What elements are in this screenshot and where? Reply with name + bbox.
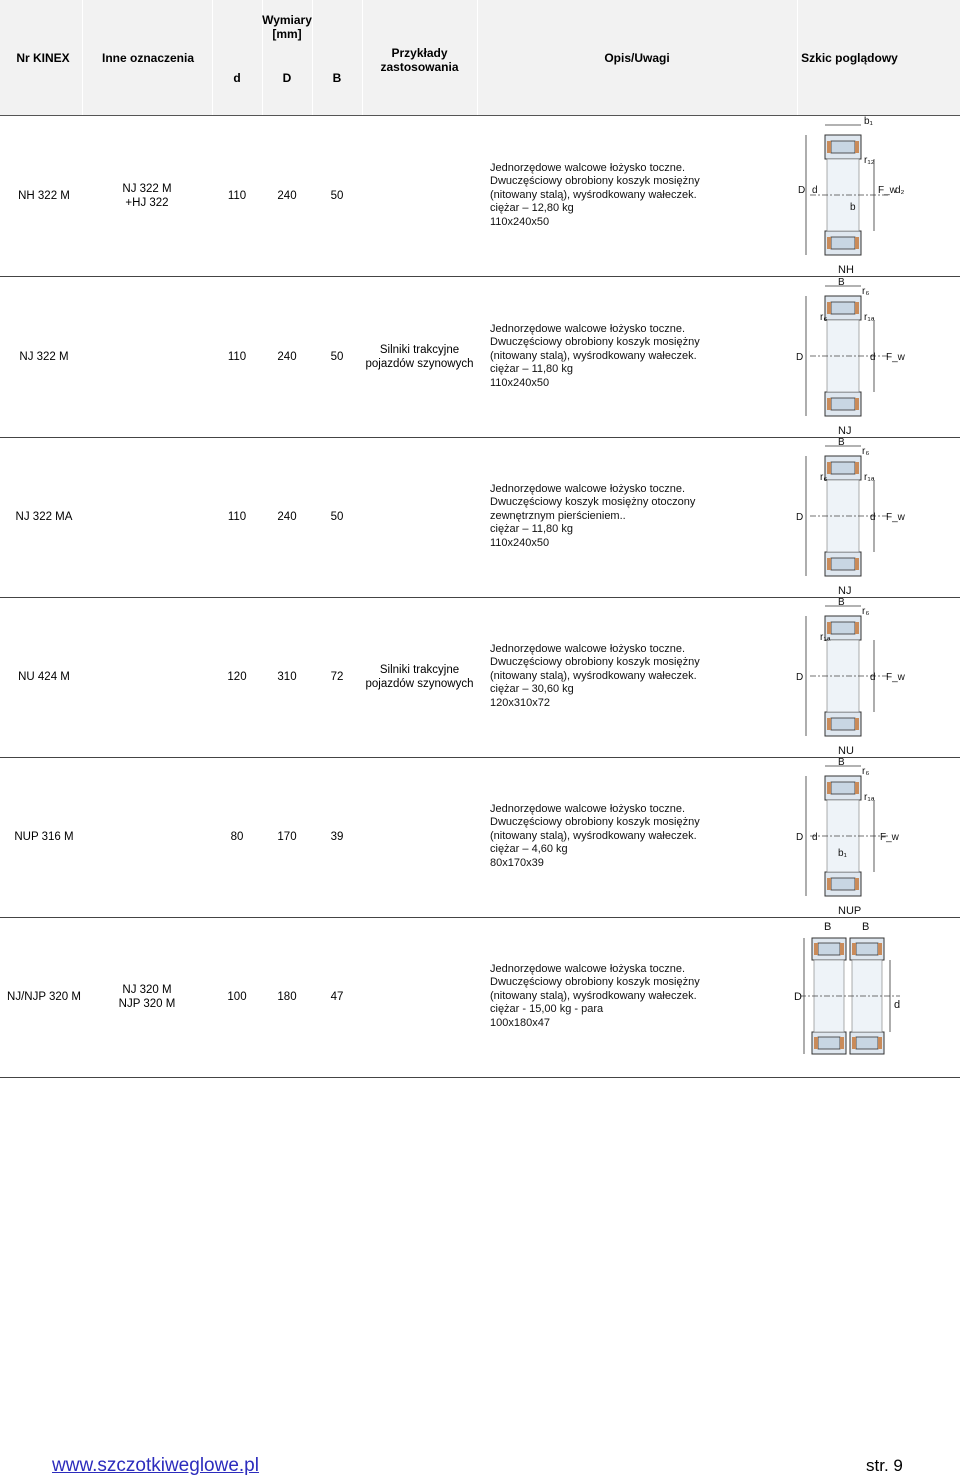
roller-top <box>831 622 855 634</box>
cell-opis-line: Dwuczęściowy obrobiony koszyk mosiężny <box>490 175 700 188</box>
sketch-type-label: NUP <box>838 905 862 917</box>
cell-zastosowanie-line: Silniki trakcyjne <box>379 343 460 356</box>
cell-inne-oznaczenia <box>90 596 204 757</box>
cell-dim-d: 110 <box>227 189 247 202</box>
cell-opis-line: Dwuczęściowy koszyk mosiężny otoczony <box>490 496 696 509</box>
cell-szkic <box>790 756 920 917</box>
sketch-dim-label: r₆ <box>820 472 828 483</box>
sketch-dim-label: B <box>838 757 845 768</box>
sketch-dim-label: r₁ₐ <box>820 632 831 643</box>
bearing-drawing <box>790 596 920 757</box>
cell-zastosowanie <box>362 115 477 276</box>
cell-opis-line: (nitowany stalą), wyśrodkowany wałeczek. <box>490 989 697 1002</box>
roller-top <box>831 462 855 474</box>
cell-opis-line: Jednorzędowe walcowe łożysko toczne. <box>490 642 686 655</box>
roller-bottom <box>831 878 855 890</box>
sketch-dim-label: F_w <box>878 185 897 196</box>
cell-dim-D: 240 <box>277 510 297 523</box>
cell-inne-line: NJP 320 M <box>118 997 176 1010</box>
cage-bottom-right <box>855 398 859 410</box>
page-number: str. 9 <box>866 1456 903 1475</box>
cell-opis <box>490 436 790 597</box>
cell-nr-kinex: NUP 316 M <box>14 830 74 843</box>
cell-opis-line: ciężar – 11,80 kg <box>490 363 573 376</box>
roller-bottom <box>856 1037 878 1049</box>
cell-dim-B: 50 <box>330 189 344 202</box>
cage-top-right <box>855 462 859 474</box>
cell-dim-B: 72 <box>330 670 344 683</box>
sketch-dim-label: b <box>850 202 856 213</box>
header-szkic: Szkic poglądowy <box>801 50 898 65</box>
header-inne-oznaczenia: Inne oznaczenia <box>101 50 195 65</box>
sketch-dim-label: d <box>894 999 901 1011</box>
header-dim-D: D <box>282 71 292 85</box>
cell-opis-line: (nitowany stalą), wyśrodkowany wałeczek. <box>490 349 697 362</box>
sketch-type-label: NJ <box>838 425 852 437</box>
cell-dim-B: 39 <box>330 830 344 843</box>
header-nr-kinex: Nr KINEX <box>16 50 70 65</box>
cell-dim-D: 240 <box>277 350 297 363</box>
header-opis: Opis/Uwagi <box>604 50 670 65</box>
cell-nr-kinex: NJ 322 MA <box>15 510 73 523</box>
sketch-dim-label: r₁₂ <box>864 155 875 166</box>
cell-inne-oznaczenia <box>90 916 204 1077</box>
cell-dim-D: 240 <box>277 189 297 202</box>
cell-opis-line: 80x170x39 <box>490 856 544 869</box>
sketch-dim-label: r₁ₐ <box>864 472 875 483</box>
cage-bottom-right <box>855 878 859 890</box>
sketch-dim-label: D <box>796 672 804 683</box>
cage-top-right <box>855 782 859 794</box>
cage-bottom-left <box>827 718 831 730</box>
cage-bottom-right <box>855 558 859 570</box>
cell-dim-d: 110 <box>227 510 247 523</box>
cell-opis-line: ciężar – 4,60 kg <box>490 843 568 856</box>
sketch-dim-label: d <box>870 512 876 523</box>
cell-dim-d: 80 <box>230 830 244 843</box>
cage-top-right <box>855 622 859 634</box>
bearing-drawing <box>790 115 920 276</box>
sketch-type-label: NU <box>838 745 854 757</box>
cell-opis-line: Dwuczęściowy obrobiony koszyk mosiężny <box>490 976 700 989</box>
bearing-drawing <box>790 916 920 1077</box>
cell-opis <box>490 596 790 757</box>
cell-inne-oznaczenia <box>90 115 204 276</box>
header-przyklady: Przykłady <box>391 46 448 60</box>
sketch-dim-label: B <box>838 277 845 288</box>
cell-dim-d: 120 <box>227 670 247 683</box>
cell-zastosowanie <box>362 276 477 437</box>
cell-opis-line: (nitowany stalą), wyśrodkowany wałeczek. <box>490 829 697 842</box>
cell-dim-D: 170 <box>277 830 297 843</box>
cage-top-left <box>827 141 831 153</box>
cell-opis-line: 120x310x72 <box>490 696 550 709</box>
sketch-dim-label: r₆ <box>862 766 870 777</box>
cage <box>878 943 882 955</box>
sketch-dim-label: D <box>796 352 804 363</box>
footer-website-link[interactable]: www.szczotkiweglowe.pl <box>52 1455 259 1476</box>
cell-nr-kinex: NJ 322 M <box>19 350 69 363</box>
sketch-dim-label: F_w <box>886 352 905 363</box>
cell-opis-line: Jednorzędowe walcowe łożysko toczne. <box>490 802 686 815</box>
roller-top <box>831 782 855 794</box>
cell-opis-line: zewnętrznym pierścieniem.. <box>490 509 626 522</box>
sketch-dim-label: B <box>838 437 845 448</box>
bearing-section <box>806 286 890 416</box>
cell-zastosowanie <box>362 596 477 757</box>
cage <box>840 1037 844 1049</box>
cell-opis-line: Jednorzędowe walcowe łożysko toczne. <box>490 161 686 174</box>
cage <box>840 943 844 955</box>
cell-dim-D: 180 <box>277 990 297 1003</box>
cage-top-right <box>855 302 859 314</box>
cage-top-left <box>827 462 831 474</box>
cell-nr-kinex: NU 424 M <box>18 670 70 683</box>
table-row <box>0 756 960 918</box>
sketch-dim-label: D <box>796 512 804 523</box>
bearing-section <box>806 606 890 736</box>
cage-bottom-left <box>827 237 831 249</box>
cell-opis-line: 110x240x50 <box>490 215 550 228</box>
cell-zastosowanie <box>362 436 477 597</box>
bearing-section <box>806 766 890 896</box>
cell-dim-d: 100 <box>227 990 247 1003</box>
sketch-dim-label: d₂ <box>895 185 905 196</box>
sketch-dim-label: r₆ <box>862 286 870 297</box>
cell-dim-d: 110 <box>227 350 247 363</box>
sketch-type-label: NJ <box>838 585 852 597</box>
cage-bottom-left <box>827 398 831 410</box>
sketch-dim-label: r₁ₐ <box>864 792 875 803</box>
cage <box>814 943 818 955</box>
cell-nr-kinex: NJ/NJP 320 M <box>7 990 81 1003</box>
cage-top-left <box>827 782 831 794</box>
table-row <box>0 115 960 277</box>
cell-opis <box>490 276 790 437</box>
sketch-dim-label: b₁ <box>838 848 847 859</box>
sketch-dim-label: b₁ <box>864 116 873 127</box>
header-zastosowania: zastosowania <box>380 60 459 74</box>
cell-opis-line: Dwuczęściowy obrobiony koszyk mosiężny <box>490 336 700 349</box>
cell-opis-line: (nitowany stalą), wyśrodkowany wałeczek. <box>490 188 697 201</box>
sketch-dim-label: d <box>812 185 818 196</box>
table-row <box>0 276 960 438</box>
cell-opis-line: 100x180x47 <box>490 1016 550 1029</box>
bearing-section <box>806 446 890 576</box>
cage-bottom-right <box>855 237 859 249</box>
sketch-dim-label: D <box>794 991 802 1003</box>
table-row <box>0 916 960 1078</box>
cell-nr-kinex: NH 322 M <box>18 189 70 202</box>
cell-zastosowanie <box>362 916 477 1077</box>
roller-top <box>831 141 855 153</box>
cage-top-left <box>827 302 831 314</box>
cell-opis-line: Jednorzędowe walcowe łożysko toczne. <box>490 482 686 495</box>
sketch-dim-label: B <box>862 921 870 933</box>
cell-opis-line: Dwuczęściowy obrobiony koszyk mosiężny <box>490 656 700 669</box>
cell-opis-line: ciężar – 30,60 kg <box>490 683 574 696</box>
cell-zastosowanie-line: pojazdów szynowych <box>365 357 474 370</box>
header-dim-d: d <box>233 71 241 85</box>
cell-zastosowanie <box>362 756 477 917</box>
roller-bottom <box>831 237 855 249</box>
sketch-dim-label: B <box>838 597 845 608</box>
cell-zastosowanie-line: Silniki trakcyjne <box>379 663 460 676</box>
cage-bottom-left <box>827 558 831 570</box>
cell-opis-line: ciężar – 11,80 kg <box>490 523 573 536</box>
table-header <box>0 0 960 116</box>
cell-opis <box>490 756 790 917</box>
cage-bottom-left <box>827 878 831 890</box>
sketch-dim-label: d <box>812 832 818 843</box>
sketch-type-label: NH <box>838 264 854 276</box>
cell-dim-D: 310 <box>277 670 297 683</box>
cell-opis <box>490 916 790 1077</box>
roller-top <box>831 302 855 314</box>
cage <box>814 1037 818 1049</box>
cell-opis-line: 110x240x50 <box>490 376 550 389</box>
cell-zastosowanie-line: pojazdów szynowych <box>365 677 474 690</box>
sketch-dim-label: r₆ <box>862 606 870 617</box>
sketch-dim-label: F_w <box>886 512 905 523</box>
cell-szkic <box>790 916 920 1077</box>
table-row <box>0 596 960 758</box>
sketch-dim-label: r₆ <box>820 312 828 323</box>
sketch-dim-label: d <box>870 672 876 683</box>
bearing-drawing <box>790 276 920 437</box>
cell-opis-line: ciężar - 15,00 kg - para <box>490 1003 604 1016</box>
cage <box>852 943 856 955</box>
cell-inne-line: +HJ 322 <box>125 196 169 209</box>
header-dim-B: B <box>332 71 342 85</box>
cage <box>852 1037 856 1049</box>
sketch-dim-label: D <box>798 185 806 196</box>
roller-bottom <box>831 558 855 570</box>
cage-bottom-right <box>855 718 859 730</box>
cell-opis-line: ciężar – 12,80 kg <box>490 202 574 215</box>
header-wymiary-unit: [mm] <box>272 27 302 41</box>
cell-dim-B: 50 <box>330 350 344 363</box>
cell-dim-B: 50 <box>330 510 344 523</box>
cage <box>878 1037 882 1049</box>
cell-opis-line: 110x240x50 <box>490 536 550 549</box>
cell-inne-line: NJ 320 M <box>122 983 172 996</box>
sketch-dim-label: B <box>824 921 832 933</box>
roller-bottom <box>818 1037 840 1049</box>
header-wymiary: Wymiary <box>262 13 312 27</box>
roller-bottom <box>831 398 855 410</box>
sketch-dim-label: d <box>870 352 876 363</box>
bearing-drawing <box>790 756 920 917</box>
sketch-dim-label: F_w <box>880 832 899 843</box>
cell-szkic <box>790 276 920 437</box>
cell-opis <box>490 115 790 276</box>
cell-inne-oznaczenia <box>90 276 204 437</box>
roller-top <box>856 943 878 955</box>
sketch-dim-label: r₁ₐ <box>864 312 875 323</box>
sketch-dim-label: D <box>796 832 804 843</box>
cell-inne-oznaczenia <box>90 436 204 597</box>
cell-opis-line: Jednorzędowe walcowe łożysko toczne. <box>490 322 686 335</box>
cell-inne-line: NJ 322 M <box>122 182 172 195</box>
cell-opis-line: (nitowany stalą), wyśrodkowany wałeczek. <box>490 669 697 682</box>
roller-bottom <box>831 718 855 730</box>
cell-opis-line: Dwuczęściowy obrobiony koszyk mosiężny <box>490 816 700 829</box>
sketch-dim-label: r₆ <box>862 446 870 457</box>
cell-dim-B: 47 <box>330 990 344 1003</box>
cage-top-right <box>855 141 859 153</box>
cell-inne-oznaczenia <box>90 756 204 917</box>
roller-top <box>818 943 840 955</box>
cell-szkic <box>790 596 920 757</box>
bearing-pair-section <box>800 938 900 1054</box>
cell-opis-line: Jednorzędowe walcowe łożyska toczne. <box>490 962 686 975</box>
cell-szkic <box>790 115 920 276</box>
table-row <box>0 436 960 598</box>
cell-szkic <box>790 436 920 597</box>
bearing-drawing <box>790 436 920 597</box>
sketch-dim-label: F_w <box>886 672 905 683</box>
